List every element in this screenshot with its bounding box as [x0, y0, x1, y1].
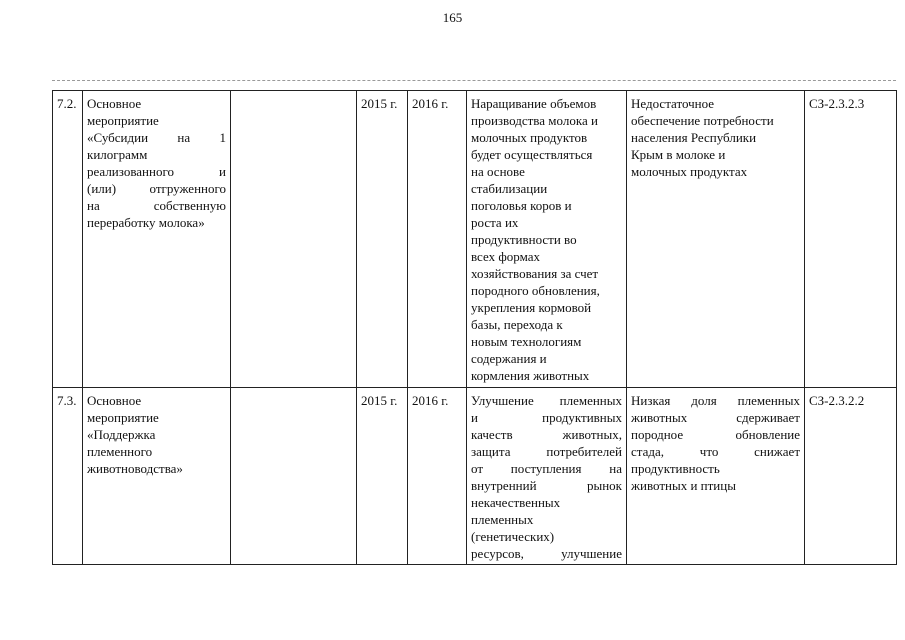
- expected-result-line: стабилизации: [471, 181, 548, 196]
- risk-line: Крым в молоке и: [631, 147, 726, 162]
- measure-name-line: «Поддержка: [87, 427, 156, 442]
- start-year: 2015 г.: [361, 96, 398, 111]
- expected-result-cell: [467, 388, 627, 565]
- expected-result-line: молочных продуктов: [471, 130, 588, 145]
- table-row: [53, 91, 897, 388]
- expected-result-line: кормления животных: [471, 368, 590, 383]
- expected-result-line: будет осуществляться: [471, 147, 593, 162]
- expected-result-line: на основе: [471, 164, 525, 179]
- executor-cell: [231, 388, 357, 565]
- measure-name-cell: [83, 388, 231, 565]
- risk-line: продуктивность: [631, 461, 720, 476]
- end-year: 2016 г.: [412, 393, 449, 408]
- measure-name-line: (или) отгруженного: [87, 181, 226, 196]
- expected-result-line: качеств животных,: [471, 427, 622, 442]
- expected-result-line: хозяйствования за счет: [471, 266, 599, 281]
- risk-line: породное обновление: [631, 427, 800, 442]
- executor-cell: [231, 91, 357, 388]
- risk-line: Низкая доля племенных: [631, 393, 800, 408]
- row-number-cell: [53, 388, 83, 565]
- end-year-cell: [408, 388, 467, 565]
- expected-result-line: роста их: [471, 215, 519, 230]
- risk-line: населения Республики: [631, 130, 757, 145]
- expected-result-line: укрепления кормовой: [471, 300, 592, 315]
- top-rule: [52, 80, 896, 81]
- expected-result-cell: [467, 91, 627, 388]
- measure-name-line: мероприятие: [87, 410, 159, 425]
- expected-result-line: базы, перехода к: [471, 317, 563, 332]
- page-number: 165: [442, 10, 463, 25]
- expected-result-line: Улучшение племенных: [471, 393, 622, 408]
- expected-result-line: содержания и: [471, 351, 547, 366]
- row-number: 7.2.: [57, 96, 77, 111]
- expected-result-line: ресурсов, улучшение: [471, 546, 622, 561]
- measure-name-cell: [83, 91, 231, 388]
- expected-result-line: продуктивности во: [471, 232, 577, 247]
- measure-name-line: реализованного и: [87, 164, 226, 179]
- expected-result-line: всех формах: [471, 249, 540, 264]
- measure-name-line: животноводства»: [87, 461, 183, 476]
- end-year: 2016 г.: [412, 96, 449, 111]
- risk-cell: [627, 388, 805, 565]
- row-number-cell: [53, 91, 83, 388]
- risk-line: стада, что снижает: [631, 444, 800, 459]
- risk-line: молочных продуктах: [631, 164, 748, 179]
- expected-result-line: поголовья коров и: [471, 198, 572, 213]
- expected-result-line: внутренний рынок: [471, 478, 622, 493]
- expected-result-line: (генетических): [471, 529, 555, 544]
- indicator-code: СЗ-2.3.2.3: [809, 96, 865, 111]
- measure-name-line: на собственную: [87, 198, 226, 213]
- start-year: 2015 г.: [361, 393, 398, 408]
- indicator-code: СЗ-2.3.2.2: [809, 393, 865, 408]
- risk-line: животных сдерживает: [631, 410, 800, 425]
- measure-name-line: племенного: [87, 444, 153, 459]
- start-year-cell: [357, 91, 408, 388]
- expected-result-line: Наращивание объемов: [471, 96, 597, 111]
- risk-line: Недостаточное: [631, 96, 715, 111]
- expected-result-line: производства молока и: [471, 113, 598, 128]
- risk-line: обеспечение потребности: [631, 113, 774, 128]
- end-year-cell: [408, 91, 467, 388]
- expected-result-line: от поступления на: [471, 461, 622, 476]
- start-year-cell: [357, 388, 408, 565]
- measure-name-line: Основное: [87, 393, 142, 408]
- measures-table: [52, 90, 897, 565]
- measure-name-line: «Субсидии на 1: [87, 130, 226, 145]
- expected-result-line: племенных: [471, 512, 534, 527]
- risk-cell: [627, 91, 805, 388]
- expected-result-line: породного обновления,: [471, 283, 600, 298]
- row-number: 7.3.: [57, 393, 77, 408]
- risk-line: животных и птицы: [631, 478, 736, 493]
- measure-name-line: переработку молока»: [87, 215, 205, 230]
- measure-name-line: килограмм: [87, 147, 148, 162]
- expected-result-line: и продуктивных: [471, 410, 622, 425]
- expected-result-line: новым технологиям: [471, 334, 582, 349]
- measure-name-line: Основное: [87, 96, 142, 111]
- measure-name-line: мероприятие: [87, 113, 159, 128]
- expected-result-line: некачественных: [471, 495, 561, 510]
- expected-result-line: защита потребителей: [471, 444, 622, 459]
- indicator-code-cell: [805, 388, 897, 565]
- indicator-code-cell: [805, 91, 897, 388]
- table-row: [53, 388, 897, 565]
